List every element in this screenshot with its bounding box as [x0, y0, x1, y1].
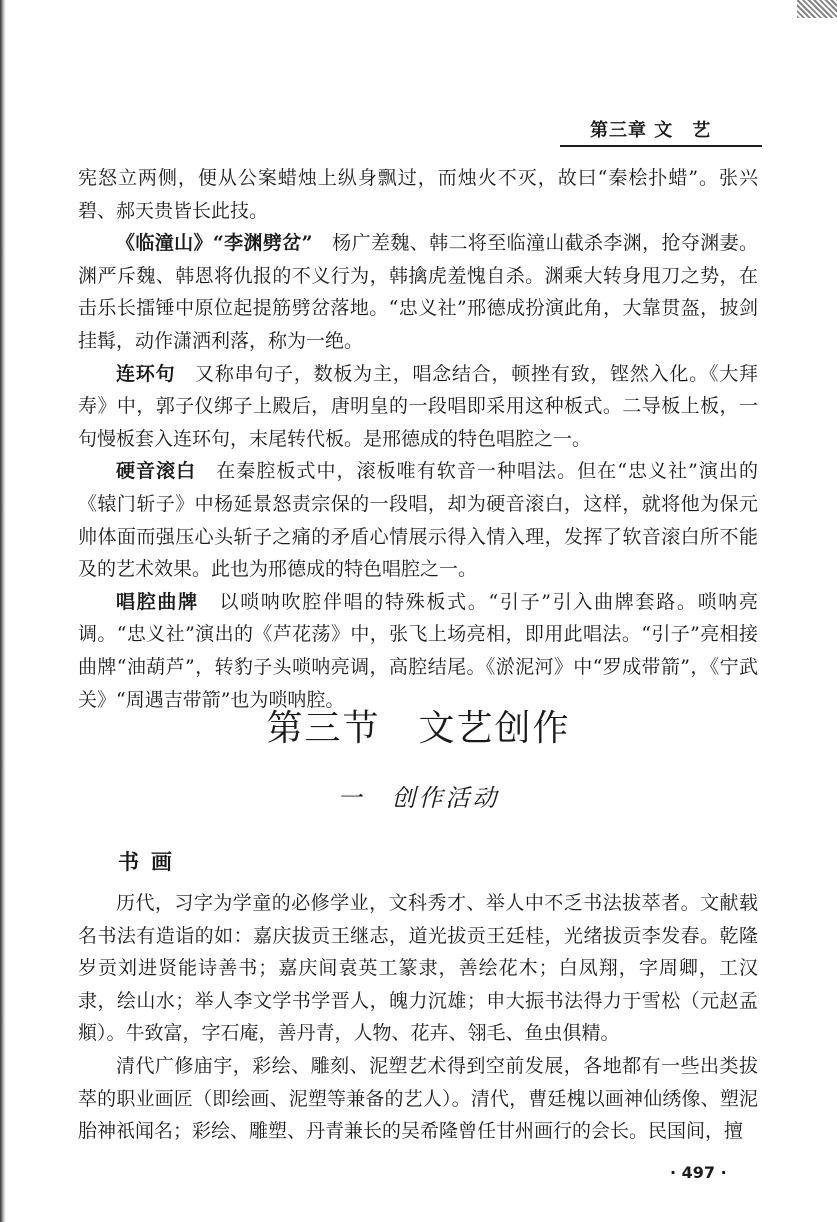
- entry-paragraph: [78, 162, 758, 227]
- entry-text: 又称串句子，数板为主，唱念结合，顿挫有致，铿然入化。《大拜寿》中，郭子仪绑子上殿后，唐明皇的一段唱即采用这种板式。二导板上板，一句慢板套入连环句，末尾转代板。是邢德成的特色唱腔之一。: [78, 362, 758, 450]
- entry-term: 《临潼山》“李渊劈岔”: [116, 232, 313, 255]
- body-paragraph: 历代，习字为学童的必修学业，文科秀才、举人中不乏书法拔萃者。文献载名书法有造诣的如：嘉庆拔贡王继志，道光拔贡王廷桂，光绪拔贡李发春。乾隆岁贡刘进贤能诗善书；嘉庆间袁英工篆隶，善绘花木；白凤翔，字周卿，工汉隶，绘山水；举人李文学书学晋人，魄力沉雄；申大振书法得力于雪松（元赵孟頫）。牛致富，字石庵，善丹青，人物、花卉、翎毛、鱼虫俱精。: [78, 892, 758, 1045]
- entry-paragraph: [78, 586, 758, 716]
- entries-text-block: [78, 162, 758, 716]
- entry-paragraph: [78, 455, 758, 585]
- entry-text: 在秦腔板式中，滚板唯有软音一种唱法。但在“忠义社”演出的《辕门斩子》中杨延景怒责宗保的一段唱，却为硬音滚白，这样，就将他为保元帅体面而强压心头斩子之痛的矛盾心情展示得入情入理，发挥了软音滚白所不能及的艺术效果。此也为邢德成的特色唱腔之一。: [78, 460, 758, 581]
- topic-text-block: [78, 887, 758, 1148]
- header-rule: [560, 145, 762, 147]
- section-title: 第三节 文艺创作: [266, 708, 571, 749]
- entry-term: 连环句: [116, 362, 176, 385]
- page-number: · 497 ·: [670, 1163, 727, 1182]
- scan-corner-artifact: [797, 0, 837, 18]
- entry-paragraph: [78, 227, 758, 357]
- entry-term: 唱腔曲牌: [116, 590, 199, 613]
- topic-heading: 书画: [118, 850, 184, 874]
- entry-text: 杨广差魏、韩二将至临潼山截杀李渊，抢夺渊妻。渊严斥魏、韩恩将仇报的不义行为，韩擒虎羞愧自杀。渊乘大转身甩刀之势，在击乐长擂锤中原位起提筋劈岔落地。“忠义社”邢德成扮演此角，大靠贯盔，披剑挂髯，动作潇洒利落，称为一绝。: [78, 232, 758, 352]
- subsection-title: 一 创作活动: [337, 784, 500, 812]
- scan-binding-edge: [0, 0, 6, 1222]
- entry-term: 硬音滚白: [116, 460, 197, 483]
- entry-paragraph: [78, 358, 758, 456]
- entry-text: 宪怒立两侧，便从公案蜡烛上纵身飘过，而烛火不灭，故曰“秦桧扑蜡”。张兴碧、郝天贵皆长此技。: [78, 167, 758, 222]
- entry-text: 以唢呐吹腔伴唱的特殊板式。“引子”引入曲牌套路。唢呐亮调。“忠义社”演出的《芦花荡》中，张飞上场亮相，即用此唱法。“引子”亮相接曲牌“油葫芦”，转豹子头唢呐亮调，高腔结尾。《淤泥河》中“罗成带箭”，《宁武关》“周遇吉带箭”也为唢呐腔。: [78, 590, 758, 711]
- running-header: 第三章 文 艺: [590, 120, 712, 141]
- body-paragraph: 清代广修庙宇，彩绘、雕刻、泥塑艺术得到空前发展，各地都有一些出类拔萃的职业画匠（即绘画、泥塑等兼备的艺人）。清代，曹廷槐以画神仙绣像、塑泥胎神祇闻名；彩绘、雕塑、丹青兼长的吴希隆曾任甘州画行的会长。民国间，擅: [78, 1054, 758, 1143]
